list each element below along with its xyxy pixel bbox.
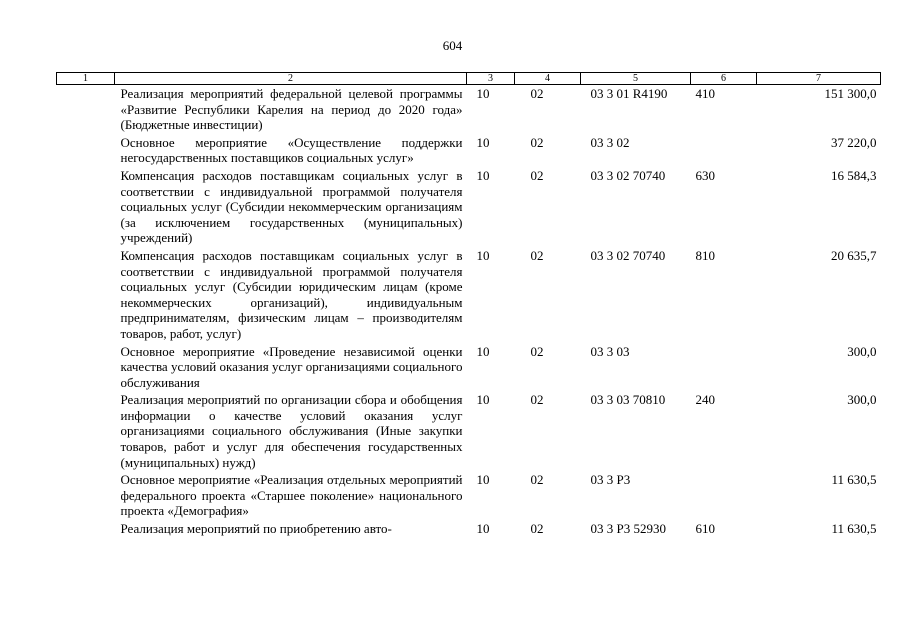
- table-row: [57, 520, 881, 538]
- table-row: [57, 85, 881, 134]
- row-amount: 151 300,0: [824, 86, 877, 101]
- column-number-row: [57, 73, 881, 85]
- row-name: Реализация мероприятий по приобретению авто-: [120, 521, 392, 537]
- row-expense-type: 410: [695, 86, 715, 101]
- table-row: [57, 167, 881, 247]
- row-target-article: 03 3 02 70740: [590, 247, 666, 263]
- row-name: Реализация мероприятий по организации сбора и обобщения информации о качестве условий оказания услуг организациями социального обслуживания (Иные закупки товаров, работ и услуг для обеспечения государственных (муниципальных) нужд): [120, 392, 463, 470]
- row-amount: 11 630,5: [831, 521, 877, 537]
- page-number: 604: [442, 38, 463, 53]
- row-amount: 11 630,5: [831, 472, 877, 488]
- table-row: [57, 134, 881, 167]
- row-subsection: 02: [530, 392, 544, 408]
- row-amount: 16 584,3: [831, 167, 877, 183]
- row-target-article: 03 3 P3 52930: [590, 521, 666, 537]
- row-section: 10: [476, 167, 490, 183]
- row-section: 10: [476, 86, 490, 101]
- row-subsection: 02: [530, 247, 544, 263]
- row-expense-type: 810: [695, 247, 715, 263]
- row-expense-type: 630: [695, 167, 715, 183]
- row-amount: 300,0: [847, 343, 877, 359]
- row-target-article: 03 3 01 R4190: [590, 86, 668, 101]
- row-subsection: 02: [530, 134, 544, 150]
- row-section: 10: [476, 134, 490, 150]
- row-section: 10: [476, 343, 490, 359]
- row-expense-type: [691, 134, 757, 167]
- row-spacer: [57, 247, 115, 343]
- column-header-7: 7: [757, 73, 881, 85]
- row-spacer: [57, 134, 115, 167]
- row-section: 10: [476, 247, 490, 263]
- column-header-3: 3: [467, 73, 515, 85]
- row-target-article: 03 3 P3: [590, 472, 631, 488]
- row-name: Реализация мероприятий федеральной целевой программы «Развитие Республики Карелия на период до 2020 года» (Бюджетные инвестиции): [120, 86, 463, 133]
- table-row: [57, 391, 881, 471]
- table-body: [57, 85, 881, 538]
- row-expense-type: [691, 471, 757, 520]
- row-name: Компенсация расходов поставщикам социальных услуг в соответствии с индивидуальной программой получателя социальных услуг (Субсидии юридическим лицам (кроме некоммерческих организаций), индивидуальным предпринимателям, физическим лицам – производителям товаров, работ, услуг): [120, 247, 463, 341]
- budget-table: [56, 72, 881, 538]
- row-expense-type: 240: [695, 392, 715, 408]
- column-header-4: 4: [515, 73, 581, 85]
- row-name: Основное мероприятие «Проведение независимой оценки качества условий оказания услуг организациями социального обслуживания: [120, 343, 463, 390]
- row-subsection: 02: [530, 521, 544, 537]
- row-target-article: 03 3 03 70810: [590, 392, 666, 408]
- column-header-2: 2: [115, 73, 467, 85]
- row-amount: 20 635,7: [831, 247, 877, 263]
- row-target-article: 03 3 02: [590, 134, 630, 150]
- row-target-article: 03 3 02 70740: [590, 167, 666, 183]
- row-spacer: [57, 520, 115, 538]
- table-row: [57, 247, 881, 343]
- table-row: [57, 343, 881, 392]
- row-section: 10: [476, 392, 490, 408]
- row-name: Основное мероприятие «Реализация отдельных мероприятий федерального проекта «Старшее поколение» национального проекта «Демография»: [120, 472, 463, 519]
- row-amount: 37 220,0: [831, 134, 877, 150]
- column-header-1: 1: [57, 73, 115, 85]
- row-expense-type: [691, 343, 757, 392]
- row-expense-type: 610: [695, 521, 715, 537]
- row-target-article: 03 3 03: [590, 343, 630, 359]
- row-name: Компенсация расходов поставщикам социальных услуг в соответствии с индивидуальной программой получателя социальных услуг (Субсидии некоммерческим организациям (за исключением государственных (муниципальных) учреждений): [120, 167, 463, 246]
- row-subsection: 02: [530, 86, 544, 101]
- table-header: [57, 73, 881, 85]
- row-name: Основное мероприятие «Осуществление поддержки негосударственных поставщиков социальных услуг»: [120, 134, 463, 166]
- row-amount: 300,0: [847, 392, 877, 408]
- row-spacer: [57, 343, 115, 392]
- row-spacer: [57, 167, 115, 247]
- row-spacer: [57, 391, 115, 471]
- column-header-6: 6: [691, 73, 757, 85]
- row-subsection: 02: [530, 167, 544, 183]
- row-subsection: 02: [530, 472, 544, 488]
- row-subsection: 02: [530, 343, 544, 359]
- row-spacer: [57, 471, 115, 520]
- row-section: 10: [476, 521, 490, 537]
- column-header-5: 5: [581, 73, 691, 85]
- table-row: [57, 471, 881, 520]
- row-spacer: [57, 85, 115, 134]
- row-section: 10: [476, 472, 490, 488]
